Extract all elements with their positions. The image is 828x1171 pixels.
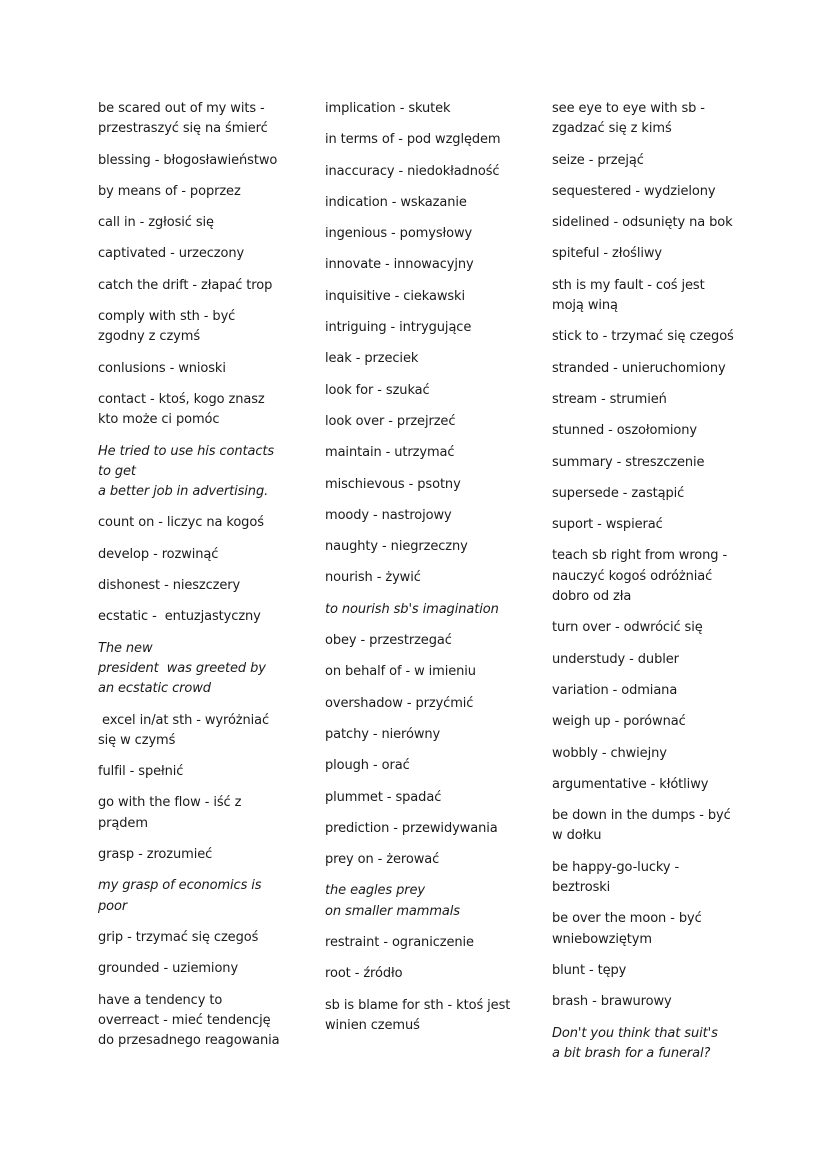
vocab-entry: blunt - tępy bbox=[552, 962, 627, 978]
vocab-entry: grounded - uziemiony bbox=[98, 961, 239, 977]
vocab-entry: comply with sth - być zgodny z czymś bbox=[98, 309, 236, 345]
vocab-entry: overshadow - przyćmić bbox=[325, 695, 474, 711]
example-sentence: the eagles prey on smaller mammals bbox=[325, 883, 460, 919]
vocab-entry: turn over - odwrócić się bbox=[552, 620, 703, 636]
vocab-entry: ingenious - pomysłowy bbox=[325, 226, 473, 242]
vocab-entry: plummet - spadać bbox=[325, 789, 442, 805]
vocab-entry: plough - orać bbox=[325, 758, 410, 774]
vocab-entry: on behalf of - w imieniu bbox=[325, 664, 476, 680]
vocab-entry: by means of - poprzez bbox=[98, 183, 241, 199]
vocab-entry: blessing - błogosławieństwo bbox=[98, 152, 278, 168]
vocab-entry: prediction - przewidywania bbox=[325, 820, 498, 836]
vocab-entry: argumentative - kłótliwy bbox=[552, 776, 709, 792]
vocab-entry: root - źródło bbox=[325, 966, 403, 982]
vocab-entry: grasp - zrozumieć bbox=[98, 847, 213, 863]
vocab-entry: sth is my fault - coś jest moją winą bbox=[552, 277, 705, 314]
vocab-entry: dishonest - nieszczery bbox=[98, 578, 241, 594]
vocab-entry: grip - trzymać się czegoś bbox=[98, 929, 259, 945]
vocab-entry: look for - szukać bbox=[325, 382, 430, 398]
example-sentence: to nourish sb's imagination bbox=[325, 601, 499, 617]
vocab-entry: spiteful - złośliwy bbox=[552, 246, 663, 262]
vocab-entry: understudy - dubler bbox=[552, 651, 679, 667]
vocab-entry: leak - przeciek bbox=[325, 351, 419, 367]
vocab-entry: in terms of - pod względem bbox=[325, 132, 501, 148]
vocab-entry: count on - liczyc na kogoś bbox=[98, 515, 264, 531]
vocab-entry: supersede - zastąpić bbox=[552, 485, 685, 501]
vocab-entry: nourish - żywić bbox=[325, 570, 421, 586]
vocab-entry: implication - skutek bbox=[325, 101, 451, 116]
vocab-entry: fulfil - spełnić bbox=[98, 764, 184, 780]
vocab-entry: be over the moon - być wniebowziętym bbox=[552, 911, 702, 947]
vocab-entry: stranded - unieruchomiony bbox=[552, 360, 726, 376]
vocab-entry: brash - brawurowy bbox=[552, 994, 672, 1010]
vocab-entry: innovate - innowacyjny bbox=[325, 257, 474, 273]
vocab-entry: variation - odmiana bbox=[552, 682, 678, 698]
vocab-entry: catch the drift - złapać trop bbox=[98, 277, 273, 293]
vocab-entry: be scared out of my wits - przestraszyć się na śmierć bbox=[98, 101, 268, 137]
vocab-entry: naughty - niegrzeczny bbox=[325, 539, 468, 555]
vocab-entry: stunned - oszołomiony bbox=[552, 423, 698, 439]
vocab-entry: seize - przejąć bbox=[552, 152, 644, 168]
vocab-entry: obey - przestrzegać bbox=[325, 633, 452, 649]
vocab-entry: summary - streszczenie bbox=[552, 454, 705, 470]
vocab-entry: sidelined - odsunięty na bok bbox=[552, 215, 733, 231]
vocab-entry: sequestered - wydzielony bbox=[552, 183, 716, 199]
vocab-entry: prey on - żerować bbox=[325, 852, 440, 868]
vocab-entry: weigh up - porównać bbox=[552, 714, 686, 730]
vocab-entry: be down in the dumps - być w dołku bbox=[552, 808, 731, 844]
vocab-entry: be happy-go-lucky - beztroski bbox=[552, 859, 680, 896]
vocab-entry: ecstatic - entuzjastyczny bbox=[98, 609, 261, 625]
vocab-entry: teach sb right from wrong - nauczyć kogoś odróżniać dobro od zła bbox=[552, 548, 728, 605]
example-sentence: my grasp of economics is poor bbox=[98, 878, 262, 914]
vocab-entry: wobbly - chwiejny bbox=[552, 745, 667, 761]
vocab-entry: mischievous - psotny bbox=[325, 476, 461, 492]
vocab-entry: sb is blame for sth - ktoś jest winien czemuś bbox=[325, 997, 511, 1033]
vocab-entry: restraint - ograniczenie bbox=[325, 935, 474, 951]
vocab-entry: see eye to eye with sb - zgadzać się z kimś bbox=[552, 101, 705, 137]
vocab-entry: conlusions - wnioski bbox=[98, 360, 226, 376]
vocab-entry: suport - wspierać bbox=[552, 517, 663, 533]
vocab-entry: intriguing - intrygujące bbox=[325, 320, 472, 336]
vocab-entry: inquisitive - ciekawski bbox=[325, 288, 465, 304]
vocab-column-3 bbox=[552, 99, 767, 1075]
vocab-entry: call in - zgłosić się bbox=[98, 215, 214, 231]
vocab-entry: develop - rozwinąć bbox=[98, 546, 219, 562]
vocab-entry: go with the flow - iść z prądem bbox=[98, 795, 242, 831]
vocab-entry: inaccuracy - niedokładność bbox=[325, 163, 500, 179]
vocab-entry: have a tendency to overreact - mieć tendencję do przesadnego reagowania bbox=[98, 992, 280, 1049]
vocab-entry: moody - nastrojowy bbox=[325, 507, 452, 523]
vocab-entry: captivated - urzeczony bbox=[98, 246, 245, 262]
vocab-entry: contact - ktoś, kogo znasz kto może ci pomóc bbox=[98, 391, 265, 428]
vocab-entry: stream - strumień bbox=[552, 391, 667, 407]
vocab-entry: excel in/at sth - wyróżniać się w czymś bbox=[98, 712, 270, 748]
vocab-column-1 bbox=[98, 99, 313, 1062]
vocab-entry: stick to - trzymać się czegoś bbox=[552, 329, 734, 345]
vocab-entry: maintain - utrzymać bbox=[325, 445, 455, 461]
vocab-entry: look over - przejrzeć bbox=[325, 413, 456, 429]
example-sentence: He tried to use his contacts to get a better job in advertising. bbox=[98, 443, 275, 500]
example-sentence: Don't you think that suit's a bit brash for a funeral? bbox=[552, 1025, 718, 1061]
vocab-entry: patchy - nierówny bbox=[325, 726, 441, 742]
vocab-entry: indication - wskazanie bbox=[325, 194, 467, 210]
vocab-column-2 bbox=[325, 99, 540, 1047]
example-sentence: The new president was greeted by an ecstatic crowd bbox=[98, 640, 266, 697]
